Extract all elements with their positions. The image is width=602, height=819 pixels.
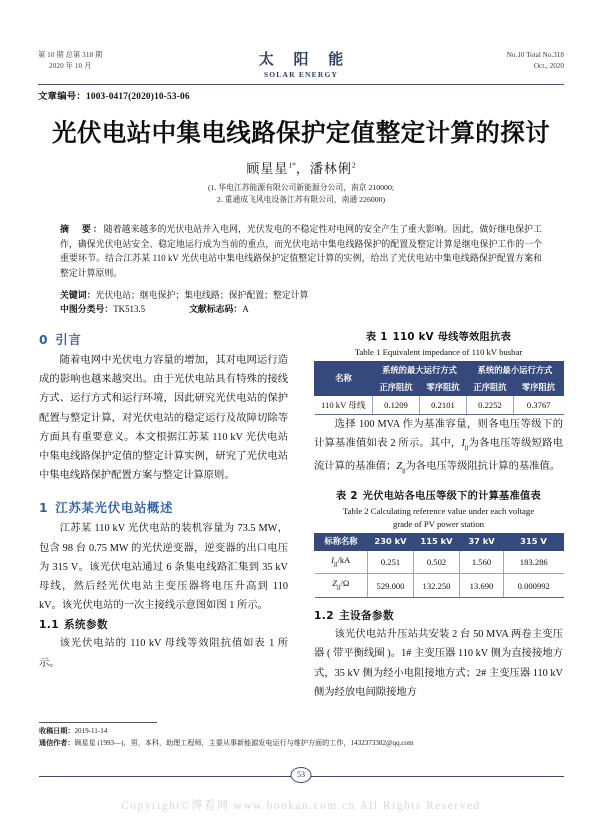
- article-number-label: 文章编号：: [38, 92, 86, 102]
- table-2-row-0-subscript: jj: [333, 560, 338, 568]
- journal-title-en: SOLAR ENERGY: [263, 70, 339, 79]
- section-1-1-paragraph: 该光伏电站的 110 kV 母线等效阻抗值如表 1 所示。: [39, 638, 288, 669]
- table-1-title-cn: 110 kV 母线等效阻抗表: [392, 332, 512, 343]
- table-2-number-cn: 表 2: [335, 490, 358, 502]
- page-title: 光伏电站中集电线路保护定值整定计算的探讨: [52, 118, 550, 147]
- table-1-sub-pos-1: 正序阻抗: [373, 379, 420, 396]
- author-2-affiliation-mark: 2: [351, 160, 356, 170]
- issue-en-line-2: Oct., 2020: [533, 62, 564, 70]
- journal-title-cn: 太 阳 能: [258, 52, 352, 68]
- section-1-title: 江苏某光伏电站概述: [55, 501, 174, 516]
- table-1-caption-en: Table 1 Equivalent impedance of 110 kV busbar: [354, 347, 523, 357]
- masthead-issue-en: [507, 50, 564, 72]
- right-paragraph-1: [314, 415, 563, 481]
- table-2-header-4: 315 V: [504, 533, 564, 550]
- footnote-corresponding-label: 通信作者：: [39, 738, 75, 747]
- article-number-value: 1003-0417(2020)10-53-06: [86, 92, 190, 102]
- section-heading-1-1: [39, 616, 288, 634]
- section-heading-1: [39, 498, 288, 518]
- table-1: [314, 361, 564, 415]
- section-1-2-title: 主设备参数: [338, 610, 394, 623]
- table-1-cell-0: 0.1209: [373, 396, 420, 415]
- table-2: [314, 533, 564, 598]
- right-column: [314, 330, 563, 702]
- table-2-cell-0-0: 0.251: [368, 550, 414, 574]
- section-0-paragraph: 随着电网中光伏电力容量的增加，其对电网运行造成的影响也越来越突出。由于光伏电站具有特殊的接线方式、运行方式和运行环境，因此研究光伏电站的保护配置与整定计算，对光伏电站的稳定运行及故障切除等方面具有重要意义。本文根据江苏某 110 kV 光伏电站中集电线路保护定值的整定计算实例，研究了光伏电站中集电线路保护配置方案与整定计算原则。: [39, 355, 288, 482]
- table-1-number-cn: 表 1: [365, 332, 388, 343]
- section-1-1-title: 系统参数: [63, 619, 108, 632]
- right-p1-d: 压等级短路电流计算的基准值；: [314, 438, 564, 473]
- keywords: [60, 288, 542, 302]
- table-1-cell-1: 0.2101: [420, 396, 467, 415]
- table-2-header-0: 标称名称: [315, 533, 368, 550]
- table-1-caption-cn: [314, 330, 563, 346]
- table-2-cell-0-2: 1.560: [460, 550, 504, 574]
- issue-line-2: 2020 年 10 月: [49, 62, 92, 70]
- author-separator: ，: [295, 161, 310, 176]
- table-row: [315, 574, 564, 598]
- author-1-name: 顾星星: [246, 161, 289, 176]
- doc-code-label: 文献标志码：: [189, 304, 243, 314]
- classification-line: [60, 302, 542, 316]
- symbol-z-subscript: jj: [402, 467, 406, 475]
- table-2-cell-1-2: 13.690: [460, 574, 504, 598]
- table-1-group-max: 系统的最大运行方式: [373, 362, 467, 379]
- right-p1-e: 为各电压等: [405, 461, 458, 473]
- symbol-i-base: I: [461, 438, 465, 450]
- author-list: [0, 158, 602, 177]
- issue-line-1: 第 10 期 总第 318 期: [38, 51, 103, 59]
- table-2-caption-en-line-1: Table 2 Calculating reference value under each voltage: [342, 505, 535, 516]
- footnote-received-label: 收稿日期：: [39, 727, 75, 735]
- author-2-name: 潘林俐: [309, 161, 352, 176]
- table-1-block: [314, 330, 563, 415]
- section-1-2-number: 1.2: [314, 610, 334, 623]
- clc-label: 中图分类号：: [60, 304, 114, 314]
- table-2-row-1-symbol: Z: [332, 578, 337, 589]
- table-2-header-3: 37 kV: [460, 533, 504, 550]
- symbol-z-base: Z: [396, 461, 403, 473]
- table-2-row-1-unit: /Ω: [340, 578, 350, 589]
- table-1-sub-zero-1: 零序阻抗: [420, 379, 467, 396]
- journal-title: [251, 48, 352, 79]
- page-number: 53: [291, 767, 312, 783]
- table-2-header-row: [315, 533, 564, 550]
- right-p1-c: 为各电: [468, 438, 501, 450]
- table-1-row-label: 110 kV 母线: [315, 396, 373, 415]
- table-2-caption-cn: [314, 489, 563, 505]
- masthead-issue-cn: [38, 50, 102, 72]
- keywords-text: 光伏电站；继电保护；集电线路；保护配置；整定计算: [95, 290, 309, 300]
- table-2-block: [314, 489, 563, 598]
- section-heading-1-2: [314, 607, 563, 625]
- footnote-divider: [39, 722, 157, 723]
- table-row: [315, 396, 564, 415]
- section-1-2-paragraph: 该光伏电站升压站共安装 2 台 50 MVA 两卷主变压器 ( 带平衡线圈 )。1# 主变压器 110 kV 侧为直接接地方式，35 kV 侧为经小电阻接地方式；2# 主变压器 110 kV 侧为经放电间隙接地方: [314, 629, 563, 698]
- issue-en-line-1: No.10 Total No.318: [506, 51, 564, 59]
- table-2-caption-en-line-2: grade of PV power station: [392, 518, 485, 529]
- table-2-title-cn: 光伏电站各电压等级下的计算基准值表: [362, 490, 542, 502]
- footnote-corresponding: [39, 738, 564, 750]
- section-0-number: 0: [39, 333, 49, 347]
- table-2-caption-en: [314, 505, 563, 531]
- footnote-corresponding-value: 顾星星 (1993—)，男，本科，助理工程师，主要从事新能源发电运行与维护方面的工作，1432373382@qq.com: [74, 738, 414, 747]
- table-2-row-0-label: [315, 550, 368, 574]
- affiliations: [0, 182, 602, 206]
- abstract-label: 摘 要：: [60, 224, 104, 234]
- table-1-col-name: 名称: [315, 362, 373, 396]
- abstract: [60, 222, 542, 280]
- clc-value: TK513.5: [113, 304, 146, 314]
- table-1-group-min: 系统的最小运行方式: [467, 362, 564, 379]
- table-1-header-row-1: [315, 362, 564, 379]
- section-1-paragraph: 江苏某 110 kV 光伏电站的装机容量为 73.5 MW，包含 98 台 0.75 MW 的光伏逆变器，逆变器的出口电压为 315 V。该光伏电站通过 6 条集电线路汇集到 35 kV 母线，然后经光伏电站主变压器将电压升高到 110 kV。该光伏电站的一次主接线示意图如图 1 所示。: [39, 523, 288, 612]
- table-2-header-2: 115 kV: [414, 533, 460, 550]
- table-1-cell-2: 0.2252: [467, 396, 514, 415]
- table-1-cell-3: 0.3767: [514, 396, 564, 415]
- author-1-affiliation-mark: 1*: [288, 160, 296, 170]
- section-1-1-number: 1.1: [39, 619, 59, 632]
- table-2-cell-1-3: 0.000992: [504, 574, 564, 598]
- abstract-text: 随着越来越多的光伏电站并入电网，光伏发电的不稳定性对电网的安全产生了重大影响。因此，做好继电保护工作，确保光伏电站安全、稳定地运行成为当前的重点，而光伏电站中集电线路保护的配置及整定计算是继电保护工作的一个重要环节。结合江苏某 110 kV 光伏电站中集电线路保护定值整定计算的实例，给出了光伏电站中集电线路保护配置方案和整定计算原则。: [60, 224, 542, 278]
- affiliation-2: 2. 重通成飞风电设备江苏有限公司，南通 226000): [216, 195, 386, 204]
- table-2-header-1: 230 kV: [368, 533, 414, 550]
- footnote-received-value: 2019-11-14: [74, 727, 108, 735]
- table-1-sub-zero-2: 零序阻抗: [514, 379, 564, 396]
- masthead: [38, 50, 564, 84]
- table-2-cell-1-1: 132.250: [414, 574, 460, 598]
- table-2-cell-0-1: 0.502: [414, 550, 460, 574]
- section-0-title: 引言: [55, 333, 82, 347]
- keywords-label: 关键词：: [60, 290, 96, 300]
- footnote: [39, 726, 564, 749]
- left-column: [39, 330, 288, 673]
- symbol-i-subscript: jj: [464, 444, 469, 452]
- table-1-sub-pos-2: 正序阻抗: [467, 379, 514, 396]
- affiliation-1: (1. 华电江苏能源有限公司新能源分公司，南京 210000;: [207, 183, 395, 192]
- copyright-watermark: Copyright©博看网 www.bookan.com.cn All Rights Reserved: [121, 800, 481, 812]
- table-row: [315, 550, 564, 574]
- right-p1-f: 级阻抗计算的基准值。: [457, 461, 561, 473]
- table-2-cell-1-0: 529.000: [368, 574, 414, 598]
- table-2-row-0-unit: /kA: [337, 554, 351, 565]
- table-2-row-1-label: [315, 574, 368, 598]
- right-p1-a: 选择 100 MVA 作为基准容量，则各电压等: [334, 419, 532, 430]
- table-2-row-1-subscript: jj: [337, 584, 341, 592]
- table-2-row-0-symbol: I: [331, 554, 334, 565]
- table-2-cell-0-3: 183.286: [504, 550, 564, 574]
- article-number: [38, 88, 190, 102]
- footnote-received: [39, 726, 564, 738]
- masthead-divider: [38, 84, 564, 85]
- right-p1-b: 级下的计算基准值如表 2 所示。其中，: [314, 419, 563, 450]
- section-heading-0: [39, 330, 288, 350]
- doc-code-value: A: [242, 304, 249, 314]
- section-1-number: 1: [39, 501, 49, 516]
